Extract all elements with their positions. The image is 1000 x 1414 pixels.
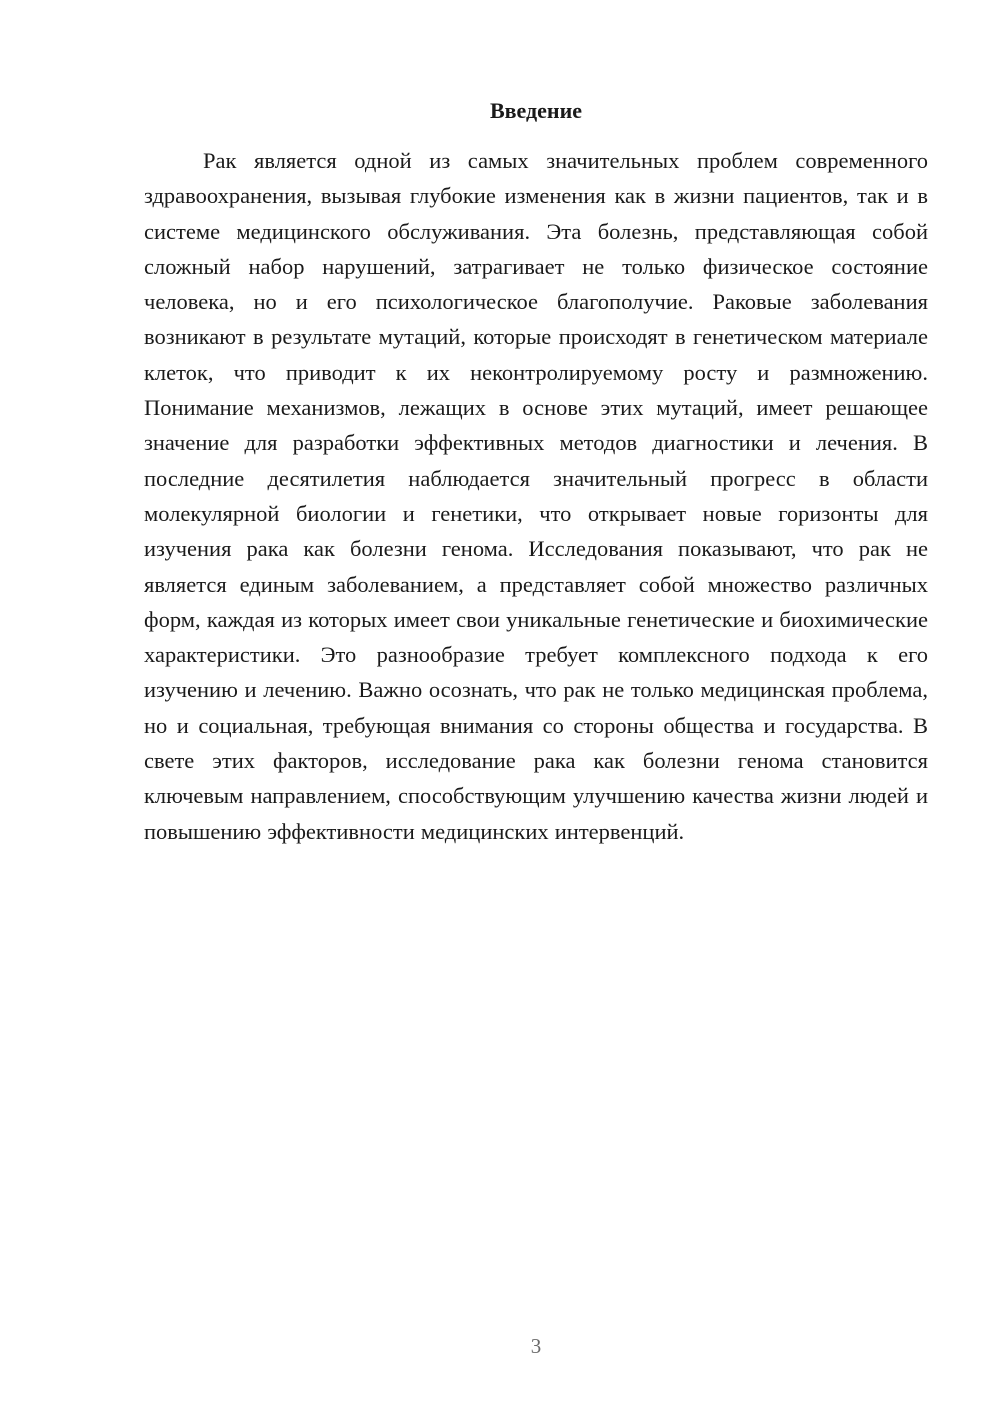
page-number: 3 <box>530 1334 542 1358</box>
body-paragraph: Рак является одной из самых значительных проблем современного здравоохранения, вызывая глубокие изменения как в жизни пациентов, так и в системе медицинского обслуживания. Эта болезнь, представляющая собой сложный набор нарушений, затрагивает не только физическое состояние человека, но и его психологическое благополучие. Раковые заболевания возникают в результате мутаций, которые происходят в генетическом материале клеток, что приводит к их неконтролируемому росту и размножению. Понимание механизмов, лежащих в основе этих мутаций, имеет решающее значение для разработки эффективных методов диагностики и лечения. В последние десятилетия наблюдается значительный прогресс в области молекулярной биологии и генетики, что открывает новые горизонты для изучения рака как болезни генома. Исследования показывают, что рак не является единым заболеванием, а представляет собой множество различных форм, каждая из которых имеет свои уникальные генетические и биохимические характеристики. Это разнообразие требует комплексного подхода к его изучению и лечению. Важно осознать, что рак не только медицинская проблема, но и социальная, требующая внимания со стороны общества и государства. В свете этих факторов, исследование рака как болезни генома становится ключевым направлением, способствующим улучшению качества жизни людей и повышению эффективности медицинских интервенций. <box>144 148 928 844</box>
section-heading: Введение <box>489 98 583 123</box>
